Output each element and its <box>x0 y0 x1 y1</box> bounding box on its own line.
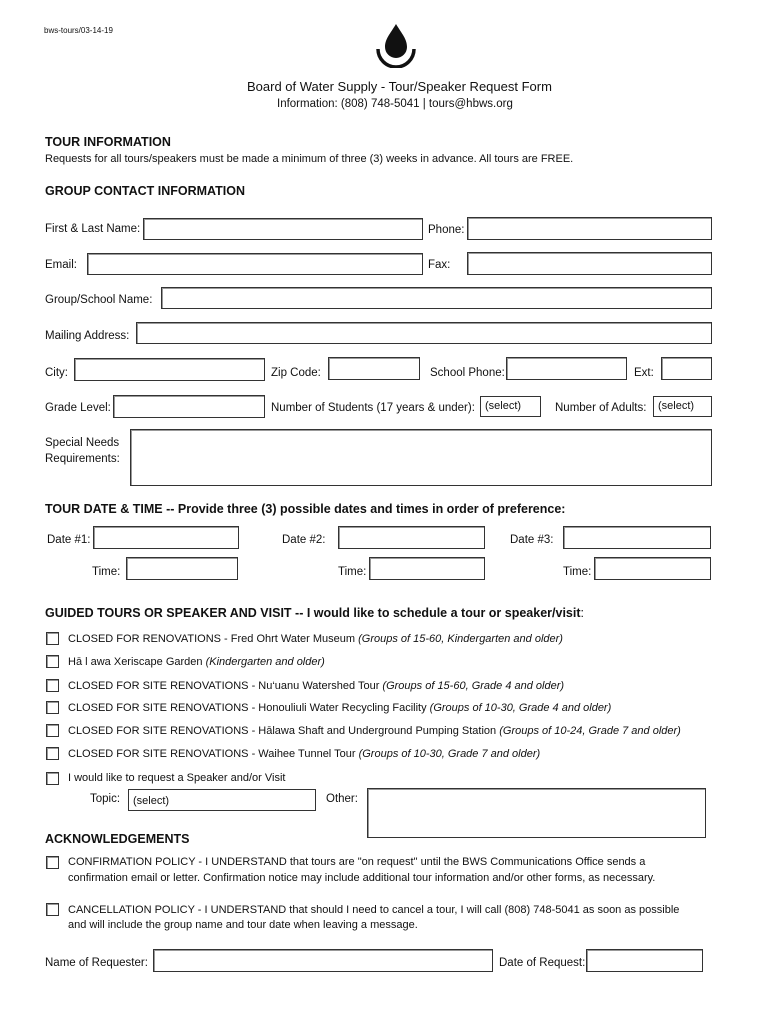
name-of-requester-label: Name of Requester: <box>45 957 148 969</box>
checkbox-speaker-visit[interactable] <box>46 772 59 785</box>
topic-label: Topic: <box>90 793 121 805</box>
acknowledgements-heading: ACKNOWLEDGEMENTS <box>45 832 190 846</box>
date2-label: Date #2: <box>282 534 326 546</box>
phone-field[interactable] <box>467 217 712 240</box>
confirmation-policy-text: CONFIRMATION POLICY - I UNDERSTAND that tours are "on request" until the BWS Communications Office sends a <box>68 856 646 868</box>
topic-select[interactable]: (select) <box>128 789 316 811</box>
confirmation-policy-text-2: confirmation email or letter. Confirmation notice may include additional tour information and/or other forms, as necessary. <box>68 872 656 884</box>
special-needs-field[interactable] <box>130 429 712 486</box>
date1-label: Date #1: <box>47 534 91 546</box>
tour-option-label: Hā l awa Xeriscape Garden (Kindergarten and older) <box>68 656 325 668</box>
cancellation-policy-text-2: and will include the group name and tour date when leaving a message. <box>68 919 418 931</box>
phone-label: Phone: <box>428 224 465 236</box>
school-phone-field[interactable] <box>506 357 627 380</box>
fax-label: Fax: <box>428 259 451 271</box>
date1-field[interactable] <box>93 526 239 549</box>
num-students-select[interactable]: (select) <box>480 396 541 417</box>
guided-tours-heading: GUIDED TOURS OR SPEAKER AND VISIT -- I would like to schedule a tour or speaker/visit: <box>45 606 585 620</box>
name-of-requester-field[interactable] <box>153 949 493 972</box>
num-students-label: Number of Students (17 years & under): <box>271 402 475 414</box>
checkbox-waihee-tunnel[interactable] <box>46 747 59 760</box>
date3-label: Date #3: <box>510 534 554 546</box>
date3-field[interactable] <box>563 526 711 549</box>
speaker-visit-label: I would like to request a Speaker and/or Visit <box>68 772 286 784</box>
time3-field[interactable] <box>594 557 711 580</box>
zip-label: Zip Code: <box>271 367 321 379</box>
num-adults-label: Number of Adults: <box>555 402 647 414</box>
time2-label: Time: <box>338 566 367 578</box>
grade-level-field[interactable] <box>113 395 265 418</box>
special-needs-label-2: Requirements: <box>45 453 120 465</box>
mailing-address-field[interactable] <box>136 322 712 344</box>
checkbox-halawa-shaft[interactable] <box>46 724 59 737</box>
contact-info: Information: (808) 748-5041 | tours@hbws.org <box>277 98 513 110</box>
ext-field[interactable] <box>661 357 712 380</box>
time3-label: Time: <box>563 566 592 578</box>
tour-info-heading: TOUR INFORMATION <box>45 135 171 149</box>
group-contact-heading: GROUP CONTACT INFORMATION <box>45 184 245 198</box>
school-phone-label: School Phone: <box>430 367 505 379</box>
tour-date-heading: TOUR DATE & TIME -- Provide three (3) possible dates and times in order of preference: <box>45 502 566 516</box>
tour-option-label: CLOSED FOR SITE RENOVATIONS - Nu‘uanu Watershed Tour (Groups of 15-60, Grade 4 and older) <box>68 680 565 692</box>
checkbox-nuuanu-watershed[interactable] <box>46 679 59 692</box>
first-last-name-label: First & Last Name: <box>45 223 141 235</box>
time2-field[interactable] <box>369 557 485 580</box>
num-adults-select[interactable]: (select) <box>653 396 712 417</box>
group-school-field[interactable] <box>161 287 712 309</box>
tour-info-note: Requests for all tours/speakers must be made a minimum of three (3) weeks in advance. All tours are FREE. <box>45 153 574 165</box>
form-code: bws-tours/03-14-19 <box>44 26 113 35</box>
tour-option-label: CLOSED FOR SITE RENOVATIONS - Hālawa Shaft and Underground Pumping Station (Groups of 10-24, Grade 7 and older) <box>68 725 681 737</box>
time1-field[interactable] <box>126 557 238 580</box>
tour-option-label: CLOSED FOR SITE RENOVATIONS - Honouliuli Water Recycling Facility (Groups of 10-30, Grade 4 and older) <box>68 702 612 714</box>
checkbox-confirmation-policy[interactable] <box>46 856 59 869</box>
other-field[interactable] <box>367 788 706 838</box>
ext-label: Ext: <box>634 367 654 379</box>
city-field[interactable] <box>74 358 265 381</box>
checkbox-halawa-xeriscape[interactable] <box>46 655 59 668</box>
fax-field[interactable] <box>467 252 712 275</box>
date-of-request-label: Date of Request: <box>499 957 586 969</box>
city-label: City: <box>45 367 68 379</box>
tour-option-label: CLOSED FOR SITE RENOVATIONS - Waihee Tunnel Tour (Groups of 10-30, Grade 7 and older) <box>68 748 541 760</box>
other-label: Other: <box>326 793 358 805</box>
special-needs-label: Special Needs <box>45 437 120 449</box>
mailing-address-label: Mailing Address: <box>45 330 130 342</box>
water-drop-icon <box>376 22 416 68</box>
tour-option-label: CLOSED FOR RENOVATIONS - Fred Ohrt Water Museum (Groups of 15-60, Kindergarten and older) <box>68 633 563 645</box>
cancellation-policy-text: CANCELLATION POLICY - I UNDERSTAND that should I need to cancel a tour, I will call (808) 748-5041 as soon as possible <box>68 904 680 916</box>
time1-label: Time: <box>92 566 121 578</box>
email-label: Email: <box>45 259 77 271</box>
grade-level-label: Grade Level: <box>45 402 111 414</box>
group-school-label: Group/School Name: <box>45 294 153 306</box>
zip-field[interactable] <box>328 357 420 380</box>
form-title: Board of Water Supply - Tour/Speaker Request Form <box>247 79 552 94</box>
checkbox-honouliuli[interactable] <box>46 701 59 714</box>
first-last-name-field[interactable] <box>143 218 423 240</box>
email-field[interactable] <box>87 253 423 275</box>
checkbox-cancellation-policy[interactable] <box>46 903 59 916</box>
checkbox-fred-ohrt-museum[interactable] <box>46 632 59 645</box>
date2-field[interactable] <box>338 526 485 549</box>
date-of-request-field[interactable] <box>586 949 703 972</box>
